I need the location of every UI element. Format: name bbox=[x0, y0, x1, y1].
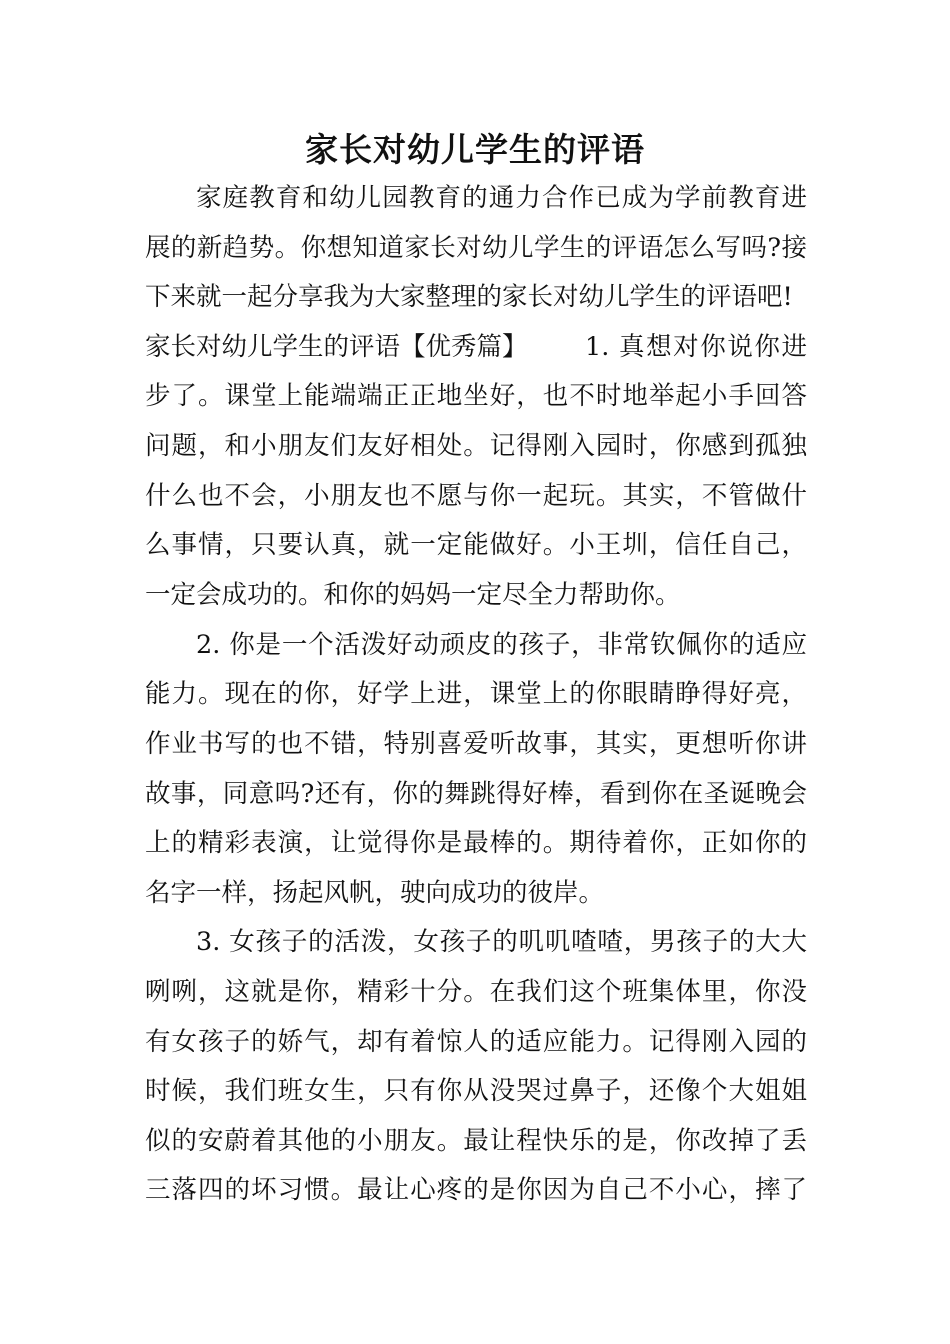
item-2-line: 故事，同意吗?还有，你的舞跳得好棒，看到你在圣诞晚会 bbox=[145, 779, 807, 809]
item-3-line: 时候，我们班女生，只有你从没哭过鼻子，还像个大姐姐 bbox=[145, 1076, 807, 1106]
item-3-line: 有女孩子的娇气，却有着惊人的适应能力。记得刚入园的 bbox=[145, 1027, 807, 1057]
item-1-line: 一定会成功的。和你的妈妈一定尽全力帮助你。 bbox=[145, 580, 681, 610]
section-heading: 家长对幼儿学生的评语【优秀篇】 bbox=[145, 332, 528, 362]
item-2-line: 2. 你是一个活泼好动顽皮的孩子，非常钦佩你的适应 bbox=[196, 630, 807, 660]
item-3-line: 咧咧，这就是你，精彩十分。在我们这个班集体里，你没 bbox=[145, 977, 807, 1007]
intro-line: 展的新趋势。你想知道家长对幼儿学生的评语怎么写吗?接 bbox=[145, 233, 807, 263]
item-1-start: 1. 真想对你说你进 bbox=[585, 332, 807, 362]
item-2-line: 作业书写的也不错，特别喜爱听故事，其实，更想听你讲 bbox=[145, 729, 807, 759]
item-1-line: 步了。课堂上能端端正正地坐好，也不时地举起小手回答 bbox=[145, 381, 807, 411]
item-1-line: 什么也不会，小朋友也不愿与你一起玩。其实，不管做什 bbox=[145, 481, 807, 511]
document-title: 家长对幼儿学生的评语 bbox=[305, 130, 645, 169]
item-3-line: 三落四的坏习惯。最让心疼的是你因为自己不小心，摔了 bbox=[145, 1175, 807, 1205]
item-3-line: 3. 女孩子的活泼，女孩子的叽叽喳喳，男孩子的大大 bbox=[196, 927, 807, 957]
item-3-line: 似的安蔚着其他的小朋友。最让程快乐的是，你改掉了丢 bbox=[145, 1126, 807, 1156]
section-heading-line bbox=[145, 323, 807, 373]
item-2-line: 上的精彩表演，让觉得你是最棒的。期待着你，正如你的 bbox=[145, 828, 807, 858]
intro-line: 下来就一起分享我为大家整理的家长对幼儿学生的评语吧! bbox=[145, 282, 793, 312]
intro-line: 家庭教育和幼儿园教育的通力合作已成为学前教育进 bbox=[196, 183, 807, 213]
item-2-line: 能力。现在的你，好学上进，课堂上的你眼睛睁得好亮， bbox=[145, 679, 807, 709]
item-2-line: 名字一样，扬起风帆，驶向成功的彼岸。 bbox=[145, 878, 605, 908]
item-1-line: 问题，和小朋友们友好相处。记得刚入园时，你感到孤独 bbox=[145, 431, 807, 461]
item-1-line: 么事情，只要认真，就一定能做好。小王圳，信任自己， bbox=[145, 530, 807, 560]
